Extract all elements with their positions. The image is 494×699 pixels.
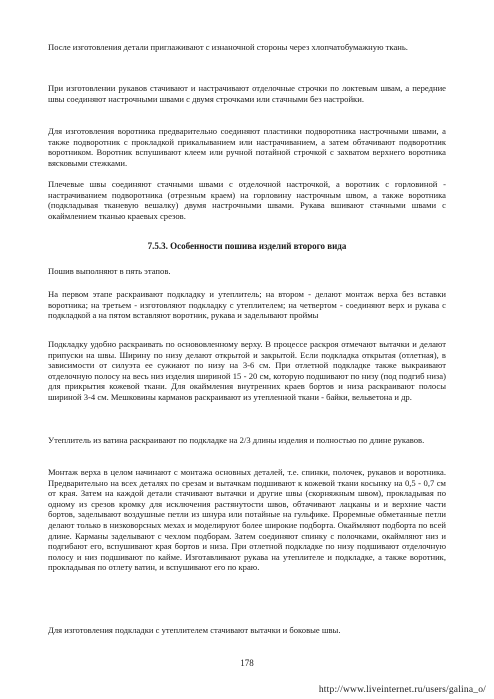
section-heading: 7.5.3. Особенности пошива изделий второго вида	[147, 241, 347, 251]
paragraph-lining-cut: Подкладку удобно раскраивать по основовленному верху. В процессе раскроя отмечают вытачки и делают припуски на швы. Ширину по низу делают открытой и закрытой. Если подкладка открытая (отлетная), в зависимости от силуэта ее сужиают по низу на 3-6 см. При отлетной подкладке также выкраивают отделочную полосу на весь низ изделия шириной 15 - 20 см, которую подшивают по низу (под подгиб низа) для прикрытия кожевой ткани. Для окаймления внутренних краев бортов и низа раскраивают полосы шириной 3-4 см. Мешковины карманов раскраивают из утепленной ткани - байки, вельветона и др.	[48, 339, 446, 402]
paragraph-insulation: Утеплитель из ватина раскраивают по подкладке на 2/3 длины изделия и полностью по длине рукавов.	[48, 435, 425, 445]
paragraph-collar: Для изготовления воротника предварительно соединяют пластинки подворотника настрочными швами, а также подворотник с прокладкой прикалыванием или настрачиванием, а затем обтачивают подворотник воротником. Воротник вспушивают клеем или ручной потайной строчкой с захватом верхнего воротника вясковыми стежками.	[48, 126, 446, 168]
paragraph-stages: На первом этапе раскраивают подкладку и утеплитель; на втором - делают монтаж верха без вставки воротника; на третьем - изготовляют подкладку с утеплителем; на четвертом - соединяют верх и рукава с подкладкой а на пятом вставляют воротник, рукава и заделывают проймы	[48, 289, 446, 321]
paragraph-shoulder-seams: Плечевые швы соединяют стачными швами с отделочной настрочкой, а воротник с горловиной - настрачиванием подворотника (отрезным краем) на горловину настрочным швом, а также воротника (подкладывая тканевую вешалку) двумя настрочными швами. Рукава вшивают стачными швами с окаймлением тканью краевых срезов.	[48, 179, 446, 221]
paragraph-stages-count: Пошив выполняют в пять этапов.	[48, 266, 171, 276]
paragraph-ironing: После изготовления детали приглаживают с изнаночной стороны через хлопчатобумажную ткань.	[48, 42, 408, 52]
paragraph-assembly: Монтаж верха в целом начинают с монтажа основных деталей, т.е. спинки, полочек, рукавов и воротника. Предварительно на всех деталях по срезам и вытачкам подшивают к кожевой ткани косынку на 0,5 - 0,7 см от края. Затем на каждой детали стачивают вытачки и другие швы (скорняжным швом), прокладывая по одному из срезов кромку для исключения растянутости швов, обтачивают лацканы и и верхние части бортов, заделывают воздушные петли из шнура или потайные на гульфике. Проремные обметанные петли делают только в низковорсных мехах и моделируют более широкие подборта. Окаймляют подборта по всей длине. Карманы заделывают с чехлом подборам. Затем соединяют спинку с полочками, окаймляют низ и подгибают его, вспушивают края бортов и низа. При отлетной подкладке по низу подшивают отделочную полосу и низ подшивают по кайме. Изготавливают рукава на утеплителе и подкладке, а также воротник, прокладывая по отлету ватин, и вспушивают его по краю.	[48, 467, 446, 573]
page-number: 178	[240, 658, 254, 668]
watermark-url: http://www.liveinternet.ru/users/galina_o/	[318, 685, 486, 695]
paragraph-lining-sewing: Для изготовления подкладки с утеплителем стачивают вытачки и боковые швы.	[48, 625, 341, 635]
paragraph-sleeves: При изготовлении рукавов стачивают и настрачивают отделочные строчки по локтевым швам, а передние швы соединяют настрочными швами с двумя строчками или стачными без настройки.	[48, 83, 446, 104]
